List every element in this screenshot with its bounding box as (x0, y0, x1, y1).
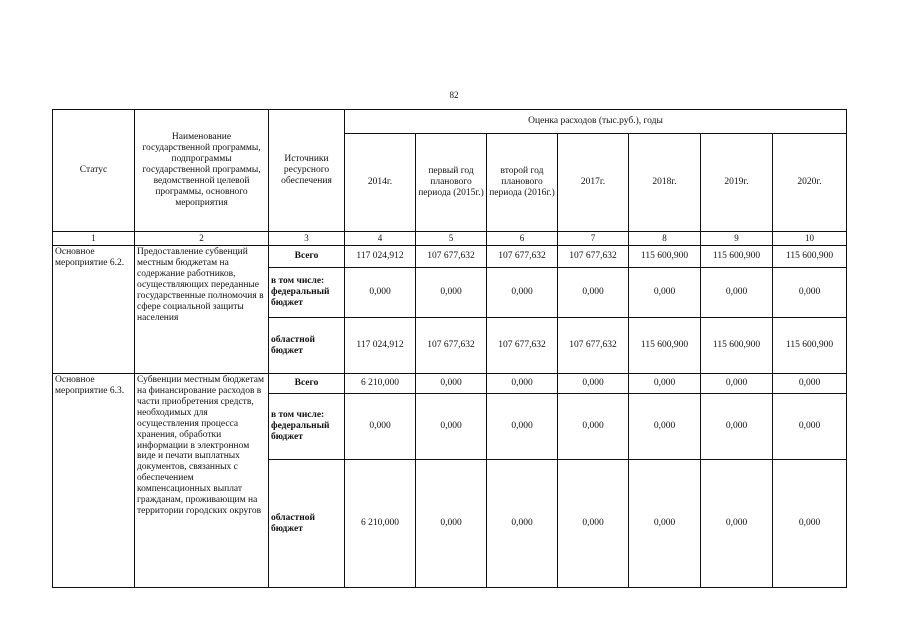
value-cell: 0,000 (487, 268, 558, 318)
row-status: Основное мероприятие 6.2. (53, 246, 135, 374)
value-cell: 0,000 (629, 268, 701, 318)
value-cell: 6 210,000 (345, 460, 416, 588)
header-status: Статус (53, 110, 135, 232)
row-status: Основное мероприятие 6.3. (53, 374, 135, 588)
value-cell: 115 600,900 (701, 246, 773, 268)
value-cell: 0,000 (701, 268, 773, 318)
value-cell: 107 677,632 (416, 246, 487, 268)
header-year: 2017г. (558, 134, 629, 232)
value-cell: 0,000 (345, 268, 416, 318)
value-cell: 0,000 (416, 268, 487, 318)
value-cell: 0,000 (629, 374, 701, 394)
header-name: Наименование государственной программы, подпрограммы государственной программы, ведомственной целевой программы, основного мероприятия (135, 110, 269, 232)
column-number: 10 (773, 232, 847, 246)
column-number: 7 (558, 232, 629, 246)
value-cell: 0,000 (773, 374, 847, 394)
source-label: Всего (269, 374, 345, 394)
value-cell: 117 024,912 (345, 246, 416, 268)
value-cell: 0,000 (558, 268, 629, 318)
value-cell: 0,000 (773, 460, 847, 588)
header-year: 2014г. (345, 134, 416, 232)
header-sources: Источники ресурсного обеспечения (269, 110, 345, 232)
value-cell: 0,000 (487, 374, 558, 394)
value-cell: 107 677,632 (487, 318, 558, 374)
value-cell: 115 600,900 (629, 246, 701, 268)
header-year: 2018г. (629, 134, 701, 232)
value-cell: 0,000 (558, 394, 629, 460)
value-cell: 115 600,900 (773, 318, 847, 374)
column-number: 1 (53, 232, 135, 246)
row-name: Предоставление субвенций местным бюджетам на содержание работников, осуществляющих переданные государственные полномочия в сфере социальной защиты населения (135, 246, 269, 374)
column-number: 5 (416, 232, 487, 246)
value-cell: 0,000 (487, 394, 558, 460)
source-label: областной бюджет (269, 460, 345, 588)
header-year: первый год планового периода (2015г.) (416, 134, 487, 232)
header-year: 2019г. (701, 134, 773, 232)
value-cell: 0,000 (773, 268, 847, 318)
value-cell: 0,000 (345, 394, 416, 460)
value-cell: 0,000 (416, 374, 487, 394)
value-cell: 6 210,000 (345, 374, 416, 394)
value-cell: 0,000 (629, 460, 701, 588)
source-label: областной бюджет (269, 318, 345, 374)
source-label: Всего (269, 246, 345, 268)
value-cell: 0,000 (558, 374, 629, 394)
value-cell: 107 677,632 (487, 246, 558, 268)
value-cell: 0,000 (558, 460, 629, 588)
header-year: 2020г. (773, 134, 847, 232)
column-number: 9 (701, 232, 773, 246)
value-cell: 107 677,632 (558, 246, 629, 268)
value-cell: 0,000 (701, 374, 773, 394)
value-cell: 0,000 (701, 460, 773, 588)
budget-table (52, 109, 847, 588)
value-cell: 107 677,632 (558, 318, 629, 374)
value-cell: 0,000 (416, 460, 487, 588)
value-cell: 0,000 (773, 394, 847, 460)
value-cell: 0,000 (701, 394, 773, 460)
value-cell: 115 600,900 (629, 318, 701, 374)
column-number: 3 (269, 232, 345, 246)
page-number: 82 (449, 90, 459, 100)
value-cell: 0,000 (629, 394, 701, 460)
value-cell: 115 600,900 (701, 318, 773, 374)
header-year: второй год планового периода (2016г.) (487, 134, 558, 232)
value-cell: 0,000 (416, 394, 487, 460)
row-name: Субвенции местным бюджетам на финансирование расходов в части приобретения средств, необходимых для осуществления процесса хранения, обработки информации в электронном виде и печати выплатных документов, связанных с обеспечением компенсационных выплат гражданам, проживающим на территории городских округов (135, 374, 269, 588)
column-number: 8 (629, 232, 701, 246)
value-cell: 107 677,632 (416, 318, 487, 374)
column-number: 4 (345, 232, 416, 246)
value-cell: 117 024,912 (345, 318, 416, 374)
column-number: 6 (487, 232, 558, 246)
header-estimate: Оценка расходов (тыс.руб.), годы (345, 110, 847, 134)
column-number: 2 (135, 232, 269, 246)
source-label: в том числе: федеральный бюджет (269, 268, 345, 318)
source-label: в том числе: федеральный бюджет (269, 394, 345, 460)
value-cell: 0,000 (487, 460, 558, 588)
value-cell: 115 600,900 (773, 246, 847, 268)
